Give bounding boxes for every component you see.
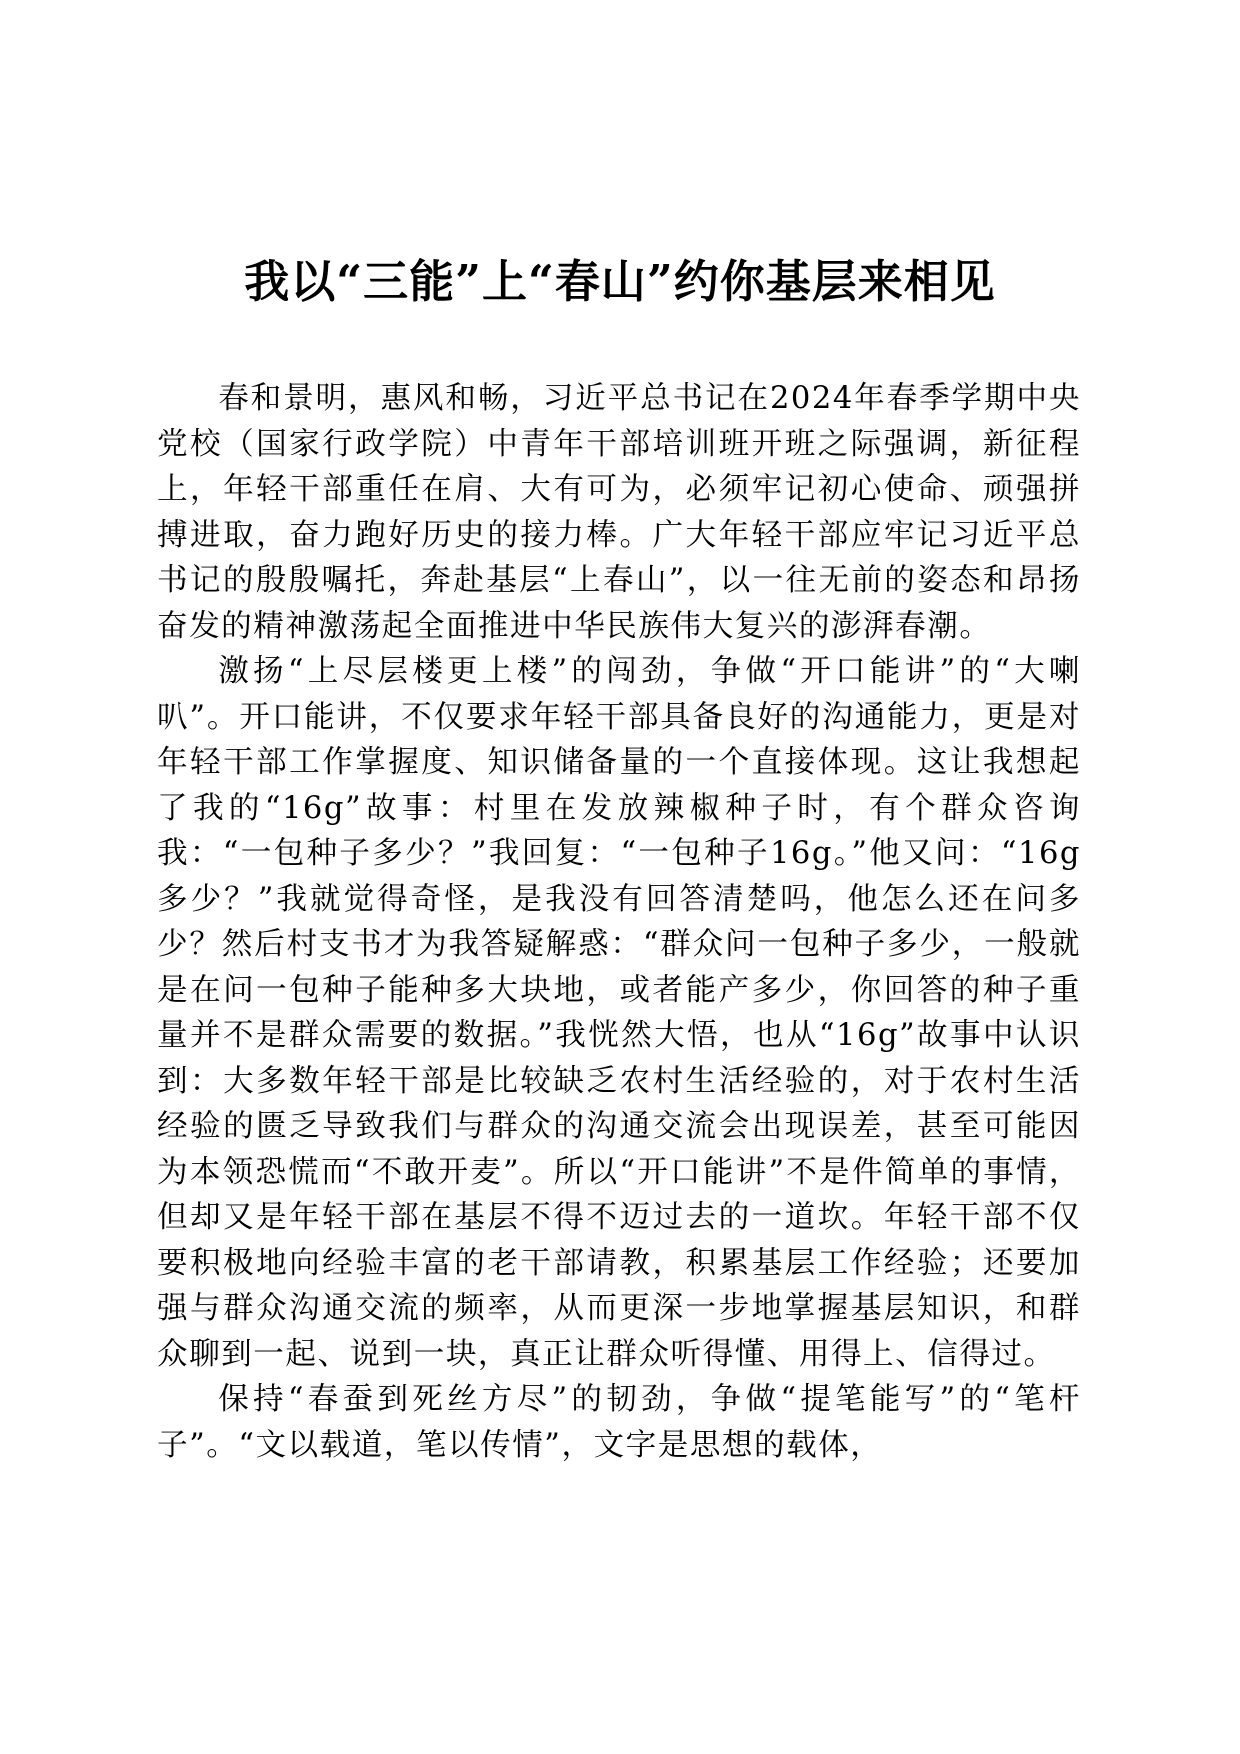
document-title: 我以“三能”上“春山”约你基层来相见 [244, 255, 996, 308]
paragraph-write: 保持“春蚕到死丝方尽”的韧劲，争做“提笔能写”的“笔杆子”。“文以载道，笔以传情”，文字是思想的载体， [157, 1382, 1081, 1463]
paragraph-intro: 春和景明，惠风和畅，习近平总书记在2024年春季学期中央党校（国家行政学院）中青年干部培训班开班之际强调，新征程上，年轻干部重任在肩、大有可为，必须牢记初心使命、顽强拼搏进取，奋力跑好历史的接力棒。广大年轻干部应牢记习近平总书记的殷殷嘱托，奔赴基层“上春山”，以一往无前的姿态和昂扬奋发的精神激荡起全面推进中华民族伟大复兴的澎湃春潮。 [157, 381, 1081, 644]
paragraph-speak: 激扬“上尽层楼更上楼”的闯劲，争做“开口能讲”的“大喇叭”。开口能讲，不仅要求年轻干部具备良好的沟通能力，更是对年轻干部工作掌握度、知识储备量的一个直接体现。这让我想起了我的“16g”故事：村里在发放辣椒种子时，有个群众咨询我：“一包种子多少？”我回复：“一包种子16g。”他又问：“16g多少？”我就觉得奇怪，是我没有回答清楚吗，他怎么还在问多少？然后村支书才为我答疑解惑：“群众问一包种子多少，一般就是在问一包种子能种多大块地，或者能产多少，你回答的种子重量并不是群众需要的数据。”我恍然大悟，也从“16g”故事中认识到：大多数年轻干部是比较缺乏农村生活经验的，对于农村生活经验的匮乏导致我们与群众的沟通交流会出现误差，甚至可能因为本领恐慌而“不敢开麦”。所以“开口能讲”不是件简单的事情，但却又是年轻干部在基层不得不迈过去的一道坎。年轻干部不仅要积极地向经验丰富的老干部请教，积累基层工作经验；还要加强与群众沟通交流的频率，从而更深一步地掌握基层知识，和群众聊到一起、说到一块，真正让群众听得懂、用得上、信得过。 [157, 654, 1081, 1372]
document-body [157, 376, 1081, 1468]
